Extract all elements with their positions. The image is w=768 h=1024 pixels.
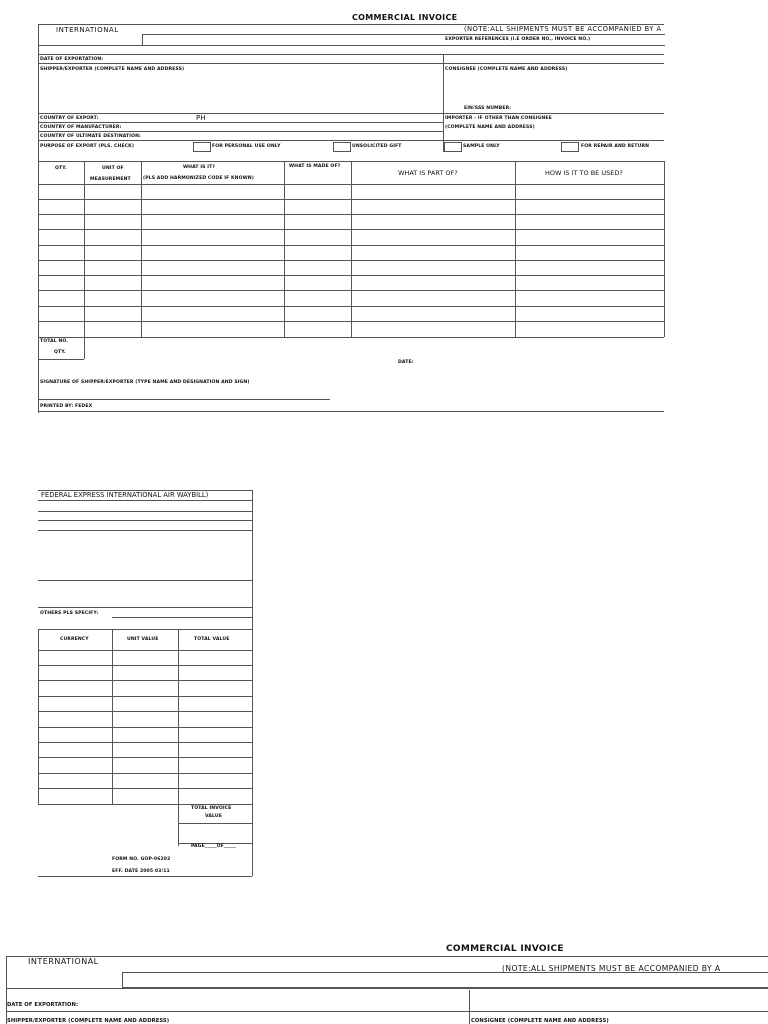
total-invoice-label-2: VALUE bbox=[205, 814, 222, 819]
total-no-label: TOTAL NO. bbox=[40, 339, 69, 344]
country-export-label: COUNTRY OF EXPORT: bbox=[40, 116, 99, 121]
col-unit-value: UNIT VALUE bbox=[127, 637, 159, 642]
shipment-note: (NOTE:ALL SHIPMENTS MUST BE ACCOMPANIED BY A bbox=[464, 25, 662, 33]
col-qty: QTY. bbox=[55, 166, 67, 171]
date-exportation-label: DATE OF EXPORTATION: bbox=[40, 57, 104, 62]
reference-field-2[interactable] bbox=[122, 972, 768, 988]
personal-use-checkbox[interactable] bbox=[193, 142, 211, 152]
col-what-2: (PLS ADD HARMONIZED CODE IF KNOWN) bbox=[143, 176, 254, 181]
signature-label: SIGNATURE OF SHIPPER/EXPORTER (TYPE NAME AND DESIGNATION AND SIGN) bbox=[40, 380, 250, 385]
waybill-title: FEDERAL EXPRESS INTERNATIONAL AIR WAYBILL) bbox=[41, 491, 209, 499]
consignee-label: CONSIGNEE (COMPLETE NAME AND ADDRESS) bbox=[445, 67, 568, 72]
col-unit-1: UNIT OF bbox=[102, 166, 124, 171]
consignee-label-2: CONSIGNEE (COMPLETE NAME AND ADDRESS) bbox=[471, 1018, 609, 1024]
importer-sub-label: (COMPLETE NAME AND ADDRESS) bbox=[445, 125, 535, 130]
total-qty-label: QTY. bbox=[54, 350, 66, 355]
printed-by-label: PRINTED BY: FEDEX bbox=[40, 404, 93, 409]
form-no-label: FORM NO. GOP-06202 bbox=[112, 857, 171, 862]
gift-label: UNSOLICITED GIFT bbox=[352, 144, 402, 149]
brand-label-2: INTERNATIONAL bbox=[28, 957, 99, 966]
country-export-value: PH bbox=[196, 114, 206, 122]
eff-date-label: EFF. DATE 2005 03/11 bbox=[112, 869, 170, 874]
exporter-refs-label: EXPORTER REFERENCES (I.E ORDER NO., INVOICE NO.) bbox=[445, 37, 591, 42]
personal-use-label: FOR PERSONAL USE ONLY bbox=[212, 144, 281, 149]
shipper-label-2: SHIPPER/EXPORTER (COMPLETE NAME AND ADDRESS) bbox=[7, 1018, 170, 1024]
date-label: DATE: bbox=[398, 360, 414, 365]
others-label: OTHERS PLS SPECIFY: bbox=[40, 611, 99, 616]
country-destination-label: COUNTRY OF ULTIMATE DESTINATION: bbox=[40, 134, 141, 139]
repair-label: FOR REPAIR AND RETURN bbox=[581, 144, 650, 149]
col-use: HOW IS IT TO BE USED? bbox=[545, 169, 623, 177]
total-invoice-label-1: TOTAL INVOICE bbox=[191, 806, 232, 811]
invoice-title: COMMERCIAL INVOICE bbox=[352, 13, 458, 22]
ein-label: EIN/SSS NUMBER: bbox=[464, 106, 512, 111]
purpose-label: PURPOSE OF EXPORT (PLS. CHECK) bbox=[40, 144, 135, 149]
date-exportation-label-2: DATE OF EXPORTATION: bbox=[7, 1002, 79, 1008]
col-total-value: TOTAL VALUE bbox=[194, 637, 230, 642]
gift-checkbox[interactable] bbox=[333, 142, 351, 152]
shipment-note-2: (NOTE:ALL SHIPMENTS MUST BE ACCOMPANIED BY A bbox=[502, 964, 721, 973]
shipper-label: SHIPPER/EXPORTER (COMPLETE NAME AND ADDRESS) bbox=[40, 67, 185, 72]
col-part: WHAT IS PART OF? bbox=[398, 169, 458, 177]
repair-checkbox[interactable] bbox=[561, 142, 579, 152]
brand-label: INTERNATIONAL bbox=[56, 26, 119, 34]
sample-checkbox[interactable] bbox=[444, 142, 462, 152]
col-unit-2: MEASUREMENT bbox=[90, 177, 131, 182]
col-currency: CURRENCY bbox=[60, 637, 89, 642]
col-made: WHAT IS MADE OF? bbox=[289, 164, 341, 169]
country-manufacture-label: COUNTRY OF MANUFACTURER: bbox=[40, 125, 122, 130]
invoice2-title: COMMERCIAL INVOICE bbox=[446, 944, 564, 954]
page-label: PAGE_____OF_____ bbox=[191, 844, 237, 849]
sample-label: SAMPLE ONLY bbox=[463, 144, 500, 149]
col-what-1: WHAT IS IT? bbox=[183, 165, 216, 170]
importer-label: IMPORTER - IF OTHER THAN CONSIGNEE bbox=[445, 116, 552, 121]
